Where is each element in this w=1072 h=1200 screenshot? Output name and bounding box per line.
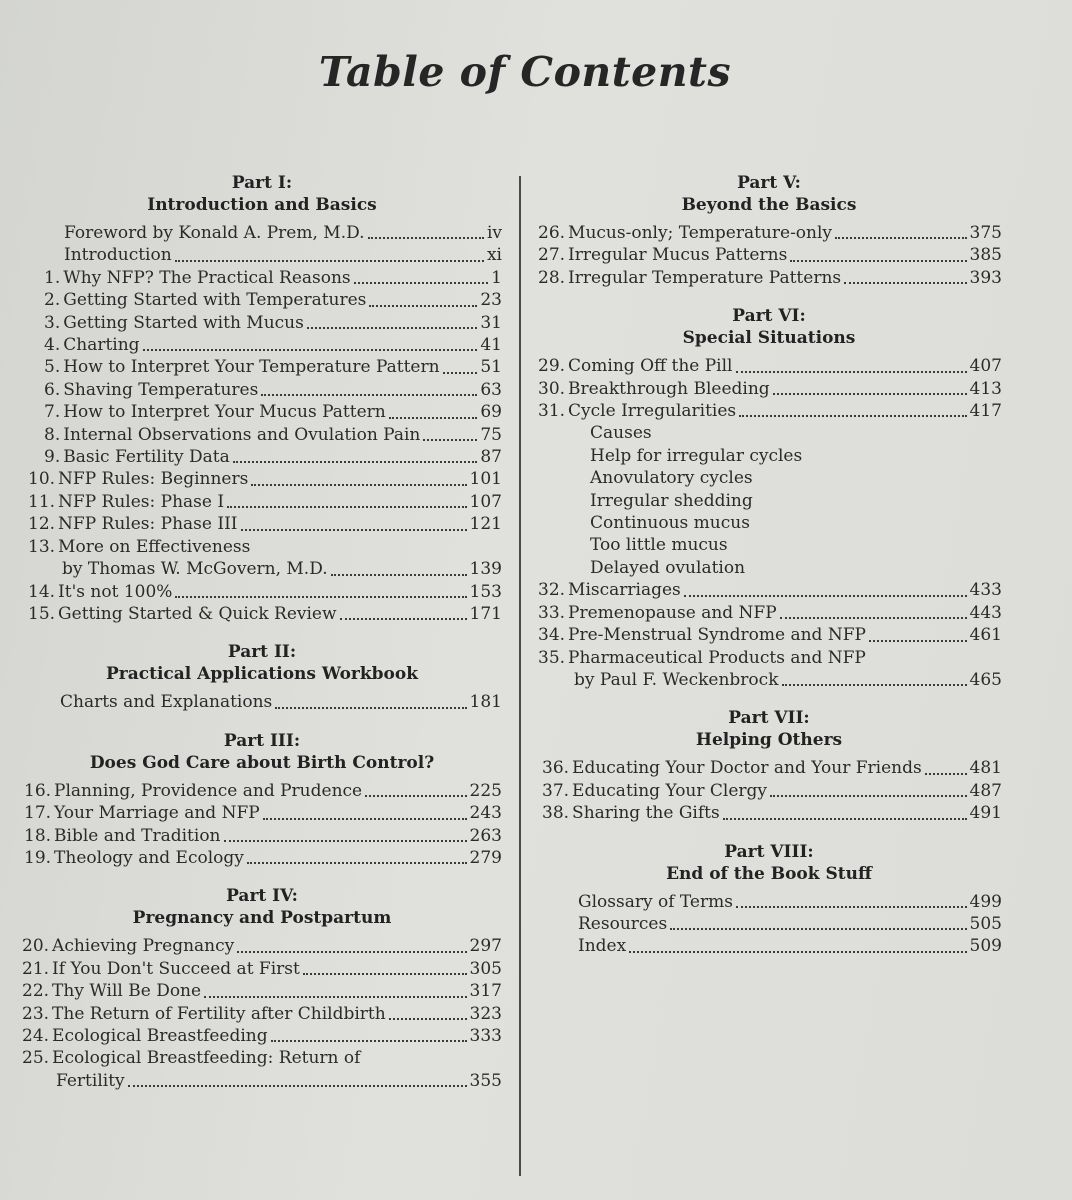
entry-title: Getting Started with Mucus	[63, 312, 304, 333]
chapter-number: 32.	[538, 580, 566, 601]
page-number: 69	[480, 402, 502, 423]
toc-entry[interactable]	[22, 491, 502, 513]
chapter-number: 23.	[22, 1003, 50, 1024]
entry-title: NFP Rules: Phase I	[58, 491, 225, 512]
chapter-number: 4.	[44, 335, 61, 356]
toc-entry[interactable]	[22, 401, 502, 423]
toc-entry[interactable]	[22, 935, 502, 957]
entry-title: NFP Rules: Phase III	[58, 514, 238, 535]
toc-entry[interactable]	[536, 891, 1002, 913]
dot-leader	[263, 818, 467, 820]
chapter-number: 31.	[538, 401, 566, 422]
page-number: 23	[480, 290, 502, 311]
entry-title: Irregular Mucus Patterns	[568, 245, 788, 266]
toc-entry[interactable]	[536, 802, 1002, 824]
page-number: 31	[480, 312, 502, 333]
part-heading: Introduction and Basics	[147, 195, 377, 215]
toc-entry[interactable]	[536, 378, 1002, 400]
entry-title: Glossary of Terms	[578, 891, 733, 912]
chapter-number: 2.	[44, 290, 61, 311]
dot-leader	[331, 574, 467, 576]
toc-entry[interactable]	[22, 446, 502, 468]
entry-title: Charting	[63, 335, 140, 356]
entry-title: Achieving Pregnancy	[52, 936, 235, 957]
chapter-number: 10.	[28, 469, 56, 490]
dot-leader	[354, 282, 489, 284]
page-number: 407	[969, 356, 1002, 377]
dot-leader	[261, 394, 477, 396]
entry-title: Premenopause and NFP	[568, 602, 777, 623]
dot-leader	[389, 1018, 467, 1020]
section-gap	[536, 825, 1002, 841]
toc-entry[interactable]	[536, 400, 1002, 422]
part-heading: Does God Care about Birth Control?	[89, 752, 435, 773]
dot-leader	[128, 1085, 467, 1087]
entry-title: Educating Your Clergy	[572, 780, 768, 801]
chapter-number: 27.	[538, 245, 566, 266]
chapter-number: 6.	[44, 379, 61, 400]
entry-title: Pharmaceutical Products and NFP	[568, 647, 866, 668]
dot-leader	[869, 640, 967, 642]
page-number: xi	[486, 245, 502, 266]
toc-entry[interactable]	[22, 312, 502, 334]
page-number: 333	[469, 1025, 502, 1046]
section-gap	[536, 691, 1002, 707]
chapter-number: 3.	[44, 312, 61, 333]
left-column	[22, 172, 502, 1092]
entry-title: Continuous mucus	[590, 513, 750, 534]
toc-entry[interactable]	[536, 624, 1002, 646]
entry-title: Help for irregular cycles	[590, 445, 803, 466]
toc-entry[interactable]	[536, 512, 1002, 534]
page-number: 509	[969, 936, 1002, 957]
chapter-number: 18.	[24, 825, 52, 846]
entry-title: Theology and Ecology	[54, 847, 244, 868]
part-heading: Pregnancy and Postpartum	[132, 908, 392, 929]
page-number: 297	[469, 936, 502, 957]
entry-title: Internal Observations and Ovulation Pain	[63, 424, 421, 445]
part-number: Part IV:	[226, 886, 298, 907]
chapter-number: 28.	[538, 267, 566, 288]
page-number: 385	[969, 245, 1002, 266]
page-number: 375	[969, 223, 1002, 243]
dot-leader	[307, 327, 478, 329]
entry-title: Educating Your Doctor and Your Friends	[572, 758, 922, 779]
page-number: 181	[469, 692, 502, 713]
page-number: 263	[469, 825, 502, 846]
toc-entry[interactable]	[22, 780, 502, 802]
chapter-number: 34.	[538, 625, 566, 646]
chapter-number: 19.	[24, 847, 52, 868]
toc-entry[interactable]	[536, 355, 1002, 377]
dot-leader	[925, 773, 967, 775]
entry-title: Sharing the Gifts	[572, 803, 720, 824]
toc-entry[interactable]	[22, 468, 502, 490]
dot-leader	[723, 818, 967, 820]
page-number: 101	[469, 469, 502, 490]
entry-title: Anovulatory cycles	[590, 468, 753, 489]
page-number: 305	[469, 958, 502, 979]
page-number: 107	[469, 491, 502, 512]
toc-entry[interactable]	[22, 289, 502, 311]
toc-entry[interactable]	[536, 913, 1002, 935]
part-number: Part VII:	[728, 708, 810, 729]
entry-title: Fertility	[56, 1070, 125, 1091]
entry-title: Irregular Temperature Patterns	[568, 267, 842, 288]
page-number: 393	[969, 267, 1002, 288]
dot-leader	[368, 237, 484, 239]
toc-entry[interactable]	[22, 980, 502, 1002]
dot-leader	[143, 349, 478, 351]
entry-title: Foreword by Konald A. Prem, M.D.	[64, 223, 365, 243]
dot-leader	[224, 840, 467, 842]
chapter-number: 12.	[28, 514, 56, 535]
toc-entry[interactable]	[22, 1047, 502, 1069]
dot-leader	[790, 260, 966, 262]
part-number: Part III:	[223, 730, 301, 751]
entry-title: Coming Off the Pill	[568, 356, 733, 377]
right-column	[536, 172, 1002, 958]
chapter-number: 37.	[542, 780, 570, 801]
part-heading: Practical Applications Workbook	[105, 664, 419, 685]
dot-leader	[340, 618, 467, 620]
dot-leader	[736, 906, 967, 908]
toc-entry[interactable]	[536, 490, 1002, 512]
entry-title: Getting Started with Temperatures	[63, 290, 367, 311]
page-number: 323	[469, 1003, 502, 1024]
part-heading: Special Situations	[682, 328, 856, 349]
entry-title: NFP Rules: Beginners	[58, 469, 249, 490]
column-divider	[519, 176, 521, 1176]
dot-leader	[204, 996, 466, 998]
part-number: Part I:	[231, 173, 293, 193]
toc-entry[interactable]	[22, 581, 502, 603]
page-number: 499	[969, 891, 1002, 912]
toc-entry[interactable]	[536, 267, 1002, 289]
entry-title: Resources	[578, 913, 668, 934]
toc-entry[interactable]	[536, 780, 1002, 802]
page-number: 63	[480, 379, 502, 400]
chapter-number: 14.	[28, 581, 56, 602]
dot-leader	[175, 260, 484, 262]
chapter-number: 30.	[538, 378, 566, 399]
chapter-number: 1.	[44, 267, 61, 288]
entry-title: Why NFP? The Practical Reasons	[63, 267, 351, 288]
dot-leader	[844, 282, 966, 284]
entry-title: Bible and Tradition	[54, 825, 221, 846]
entry-title: Shaving Temperatures	[63, 379, 259, 400]
dot-leader	[443, 372, 478, 374]
entry-title: Index	[578, 936, 627, 957]
toc-entry[interactable]	[536, 669, 1002, 691]
section-gap	[22, 714, 502, 730]
dot-leader	[684, 595, 967, 597]
page-number: 75	[480, 424, 502, 445]
part-number: Part II:	[227, 642, 297, 663]
page-number: 41	[480, 335, 502, 356]
chapter-number: 20.	[22, 936, 50, 957]
page-number: 243	[469, 803, 502, 824]
entry-title: Ecological Breastfeeding	[52, 1025, 268, 1046]
entry-title: How to Interpret Your Mucus Pattern	[63, 402, 386, 423]
toc-entry[interactable]	[536, 244, 1002, 266]
page-number: 487	[969, 780, 1002, 801]
page-number: 153	[469, 581, 502, 602]
toc-entry[interactable]	[22, 847, 502, 869]
chapter-number: 16.	[24, 780, 52, 801]
dot-leader	[835, 237, 967, 239]
toc-entry[interactable]	[22, 825, 502, 847]
dot-leader	[303, 973, 467, 975]
toc-entry[interactable]	[22, 1025, 502, 1047]
entry-title: Causes	[590, 423, 652, 444]
page-number: 87	[480, 447, 502, 468]
toc-entry[interactable]	[22, 1003, 502, 1025]
entry-title: More on Effectiveness	[58, 536, 251, 557]
toc-entry[interactable]	[22, 513, 502, 535]
chapter-number: 35.	[538, 647, 566, 668]
chapter-number: 29.	[538, 356, 566, 377]
page-number: 139	[469, 559, 502, 580]
page-number: iv	[486, 223, 502, 243]
dot-leader	[739, 415, 966, 417]
toc-entry[interactable]	[22, 356, 502, 378]
dot-leader	[227, 506, 466, 508]
toc-entry[interactable]	[22, 1070, 502, 1092]
page-number: 505	[969, 913, 1002, 934]
dot-leader	[237, 951, 466, 953]
dot-leader	[423, 439, 477, 441]
toc-entry[interactable]	[536, 602, 1002, 624]
entry-title: Delayed ovulation	[590, 557, 746, 578]
entry-title: Breakthrough Bleeding	[568, 378, 770, 399]
chapter-number: 13.	[28, 536, 56, 557]
entry-title: Mucus-only; Temperature-only	[568, 223, 833, 243]
entry-title: The Return of Fertility after Childbirth	[52, 1003, 386, 1024]
page-number: 317	[469, 981, 502, 1002]
toc-entry[interactable]	[22, 222, 502, 244]
toc-entry[interactable]	[536, 579, 1002, 601]
part-number: Part V:	[737, 173, 801, 193]
chapter-number: 9.	[44, 447, 61, 468]
dot-leader	[629, 951, 966, 953]
page-number: 225	[469, 780, 502, 801]
dot-leader	[773, 393, 967, 395]
entry-title: Ecological Breastfeeding: Return of	[52, 1048, 361, 1069]
chapter-number: 11.	[28, 491, 56, 512]
dot-leader	[780, 617, 967, 619]
chapter-number: 24.	[22, 1025, 50, 1046]
entry-title: Introduction	[64, 245, 172, 266]
chapter-number: 8.	[44, 424, 61, 445]
entry-title: Cycle Irregularities	[568, 401, 737, 422]
entry-title: It's not 100%	[58, 581, 173, 602]
entry-title: Basic Fertility Data	[63, 447, 230, 468]
chapter-number: 38.	[542, 803, 570, 824]
page-number: 121	[469, 514, 502, 535]
toc-entry[interactable]	[22, 558, 502, 580]
entry-title: by Paul F. Weckenbrock	[574, 669, 779, 690]
section-gap	[22, 869, 502, 885]
chapter-number: 36.	[542, 758, 570, 779]
page-number: 443	[969, 602, 1002, 623]
toc-entry[interactable]	[22, 379, 502, 401]
toc-entry[interactable]	[536, 467, 1002, 489]
dot-leader	[271, 1040, 467, 1042]
page-number: 491	[969, 803, 1002, 824]
dot-leader	[247, 862, 467, 864]
chapter-number: 22.	[22, 981, 50, 1002]
dot-leader	[770, 795, 967, 797]
toc-entry[interactable]	[22, 267, 502, 289]
toc-entry[interactable]	[22, 334, 502, 356]
page-title: Table of Contents	[318, 48, 732, 96]
entry-title: Thy Will Be Done	[52, 981, 202, 1002]
dot-leader	[251, 484, 466, 486]
toc-entry[interactable]	[536, 647, 1002, 669]
dot-leader	[670, 928, 966, 930]
dot-leader	[369, 305, 477, 307]
entry-title: Charts and Explanations	[60, 692, 273, 713]
dot-leader	[389, 417, 478, 419]
page-number: 171	[469, 603, 502, 624]
entry-title: Pre-Menstrual Syndrome and NFP	[568, 625, 866, 646]
entry-title: Getting Started & Quick Review	[58, 603, 337, 624]
toc-entry[interactable]	[536, 757, 1002, 779]
part-heading: End of the Book Stuff	[666, 863, 872, 884]
dot-leader	[233, 461, 478, 463]
toc-entry[interactable]	[536, 534, 1002, 556]
entry-title: Too little mucus	[590, 535, 728, 556]
page-number: 461	[969, 625, 1002, 646]
page-number: 355	[469, 1070, 502, 1091]
toc-entry[interactable]	[536, 935, 1002, 957]
toc-entry[interactable]	[536, 445, 1002, 467]
part-heading: Beyond the Basics	[681, 195, 857, 215]
section-gap	[536, 289, 1002, 305]
page-number: 433	[969, 580, 1002, 601]
entry-title: If You Don't Succeed at First	[52, 958, 300, 979]
toc-entry[interactable]	[22, 691, 502, 713]
chapter-number: 15.	[28, 603, 56, 624]
entry-title: Your Marriage and NFP	[54, 803, 260, 824]
page-number: 417	[969, 401, 1002, 422]
part-number: Part VI:	[732, 306, 806, 327]
entry-title: Planning, Providence and Prudence	[54, 780, 363, 801]
dot-leader	[365, 795, 466, 797]
page-number: 51	[480, 357, 502, 378]
chapter-number: 5.	[44, 357, 61, 378]
toc-entry[interactable]	[536, 557, 1002, 579]
toc-entry[interactable]	[536, 422, 1002, 444]
toc-entry[interactable]	[22, 536, 502, 558]
dot-leader	[736, 371, 967, 373]
chapter-number: 17.	[24, 803, 52, 824]
chapter-number: 33.	[538, 602, 566, 623]
entry-title: How to Interpret Your Temperature Pattern	[63, 357, 440, 378]
chapter-number: 25.	[22, 1048, 50, 1069]
page-number: 481	[969, 758, 1002, 779]
toc-entry[interactable]	[22, 958, 502, 980]
entry-title: Miscarriages	[568, 580, 681, 601]
toc-entry[interactable]	[22, 424, 502, 446]
page-number: 465	[969, 669, 1002, 690]
entry-title: Irregular shedding	[590, 490, 753, 511]
dot-leader	[175, 596, 466, 598]
part-number: Part VIII:	[724, 841, 814, 862]
toc-entry[interactable]	[22, 244, 502, 266]
page-number: 413	[969, 378, 1002, 399]
chapter-number: 26.	[538, 223, 566, 243]
toc-entry[interactable]	[22, 802, 502, 824]
part-heading: Helping Others	[695, 730, 843, 751]
chapter-number: 21.	[22, 958, 50, 979]
toc-entry[interactable]	[536, 222, 1002, 244]
chapter-number: 7.	[44, 402, 61, 423]
dot-leader	[275, 707, 466, 709]
section-gap	[22, 625, 502, 641]
dot-leader	[782, 684, 967, 686]
toc-entry[interactable]	[22, 603, 502, 625]
entry-title: by Thomas W. McGovern, M.D.	[62, 559, 328, 580]
page-number: 279	[469, 847, 502, 868]
dot-leader	[241, 529, 467, 531]
page-number: 1	[491, 267, 502, 288]
